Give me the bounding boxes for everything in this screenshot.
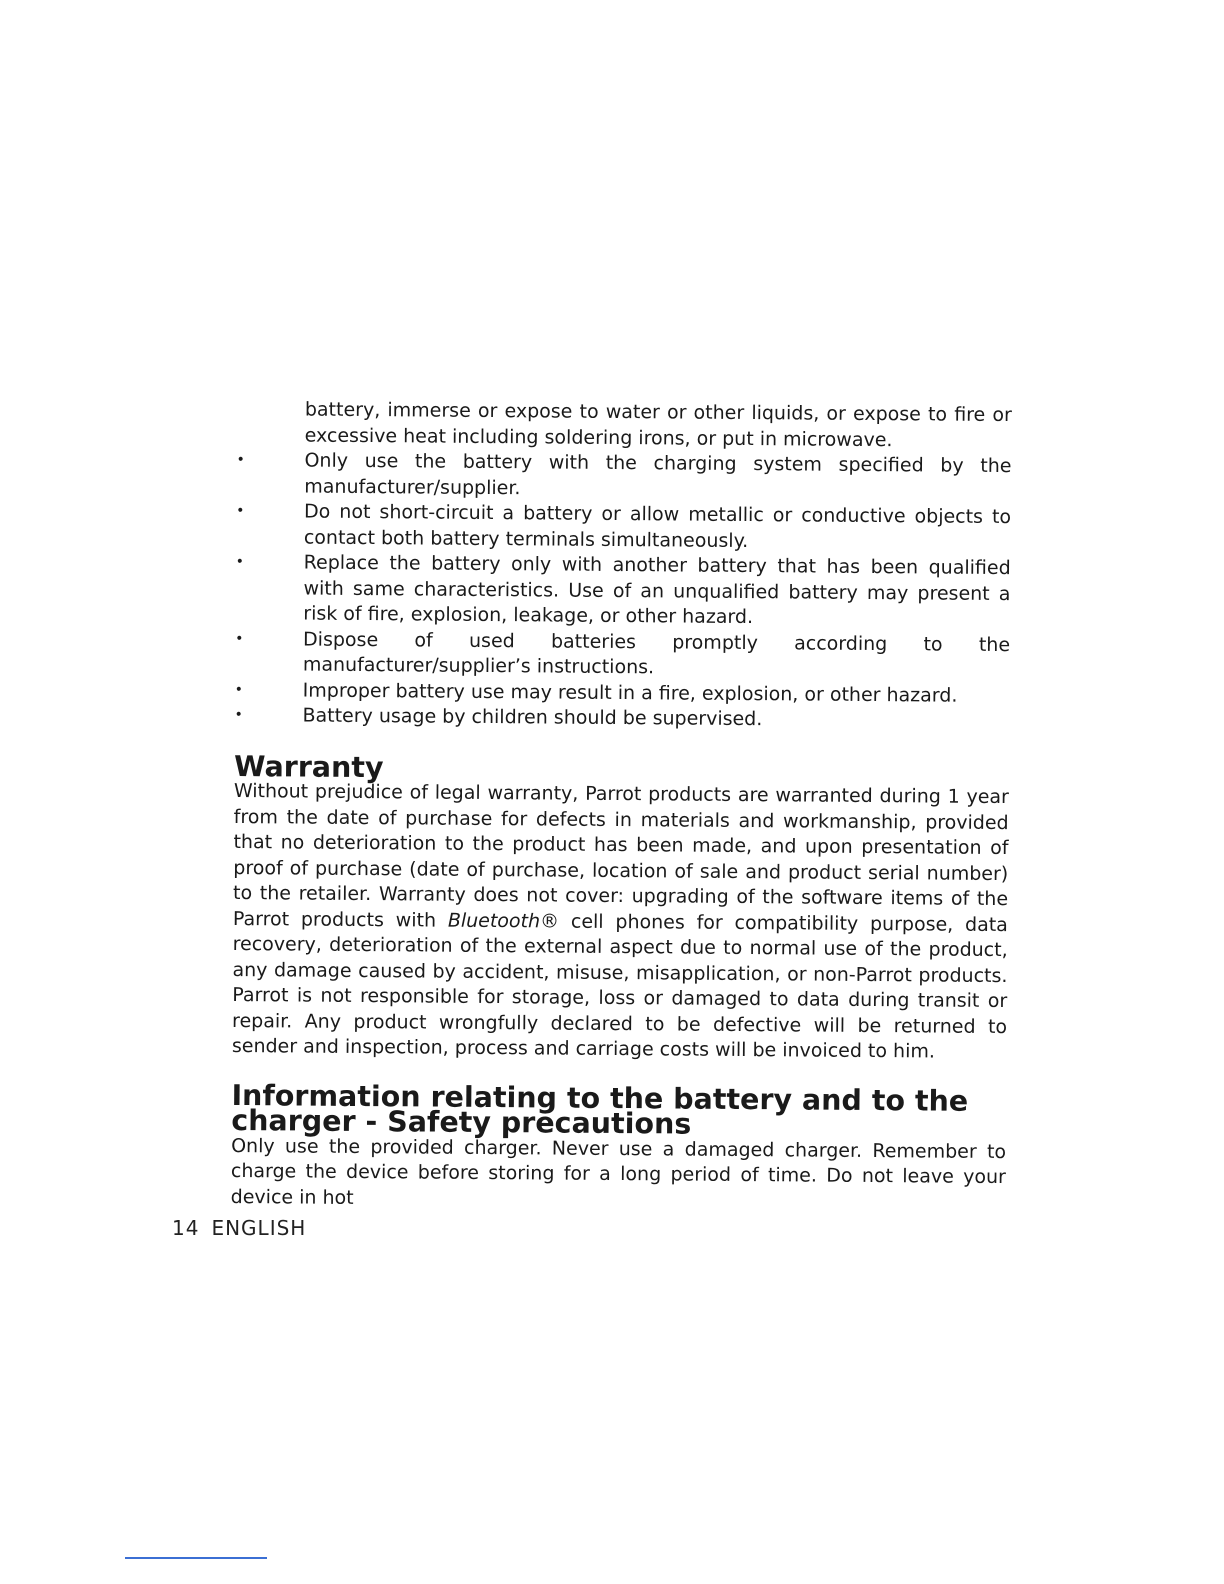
list-item-text: Do not short-circuit a battery or allow metallic or conductive objects to contact both battery terminals simultaneously.	[303, 500, 1012, 552]
list-item	[235, 626, 1010, 683]
warranty-text-after: cell phones for compatibility purpose, data recovery, deterioration of the external aspect due to normal use of the product, any damage caused by accident, misuse, misapplication, or non-Parrot products. Parrot is not responsible for storage, loss or damaged to data during transit or repair. Any product wrongfully declared to be defective will be returned to sender and inspection, process and carriage costs will be invoiced to him.	[231, 910, 1008, 1063]
list-item-text: Improper battery use may result in a fire, explosion, or other hazard.	[302, 679, 958, 707]
list-item	[236, 448, 1011, 505]
warranty-text-before: Without prejudice of legal warranty, Parrot products are warranted during 1 year from the date of purchase for defects in materials and workmanship, provided that no deterioration to the product has been made, and upon presentation of proof of purchase (date of purchase, location of sale and product serial number) to the retailer. Warranty does not cover: upgrading of the software items of the Parrot products with	[232, 779, 1009, 932]
charger-heading: Information relating to the battery and to the charger - Safety precautions	[231, 1078, 969, 1141]
bullet-icon: •	[236, 451, 245, 469]
list-item-text: Battery usage by children should be supervised.	[302, 704, 763, 731]
bullet-icon: •	[235, 630, 244, 647]
list-item	[235, 550, 1011, 633]
warranty-heading: Warranty	[233, 749, 384, 784]
battery-safety-list	[234, 448, 1011, 735]
continuation-paragraph: battery, immerse or expose to water or other liquids, or expose to fire or excessive heat including soldering irons, or put in microwave.	[304, 398, 1012, 451]
footer-divider	[125, 1557, 267, 1559]
footer-language: ENGLISH	[211, 1216, 307, 1240]
bullet-icon: •	[235, 553, 245, 571]
bullet-icon: •	[234, 706, 243, 724]
charger-paragraph: Only use the provided charger. Never use a damaged charger. Remember to charge the device before storing for a long period of time. Do not leave your device in hot	[230, 1134, 1007, 1209]
list-item	[236, 499, 1011, 556]
bullet-icon: •	[234, 681, 244, 698]
list-item-text: Dispose of used batteries promptly according to the manufacturer/supplier’s instructions.	[302, 628, 1011, 679]
list-item-text: Only use the battery with the charging system specified by the manufacturer/supplier.	[304, 449, 1012, 499]
bluetooth-brand: Bluetooth®	[447, 909, 560, 933]
bullet-icon: •	[236, 502, 245, 520]
warranty-paragraph	[232, 779, 1009, 1066]
page-number: 14	[172, 1216, 200, 1240]
body-content	[231, 397, 1012, 1216]
list-item-text: Replace the battery only with another battery that has been qualified with same characteristics. Use of an unqualified battery may present a risk of fire, explosion, leakage, or other hazard.	[303, 551, 1011, 629]
list-item	[234, 703, 1009, 735]
page-footer	[172, 1216, 318, 1240]
